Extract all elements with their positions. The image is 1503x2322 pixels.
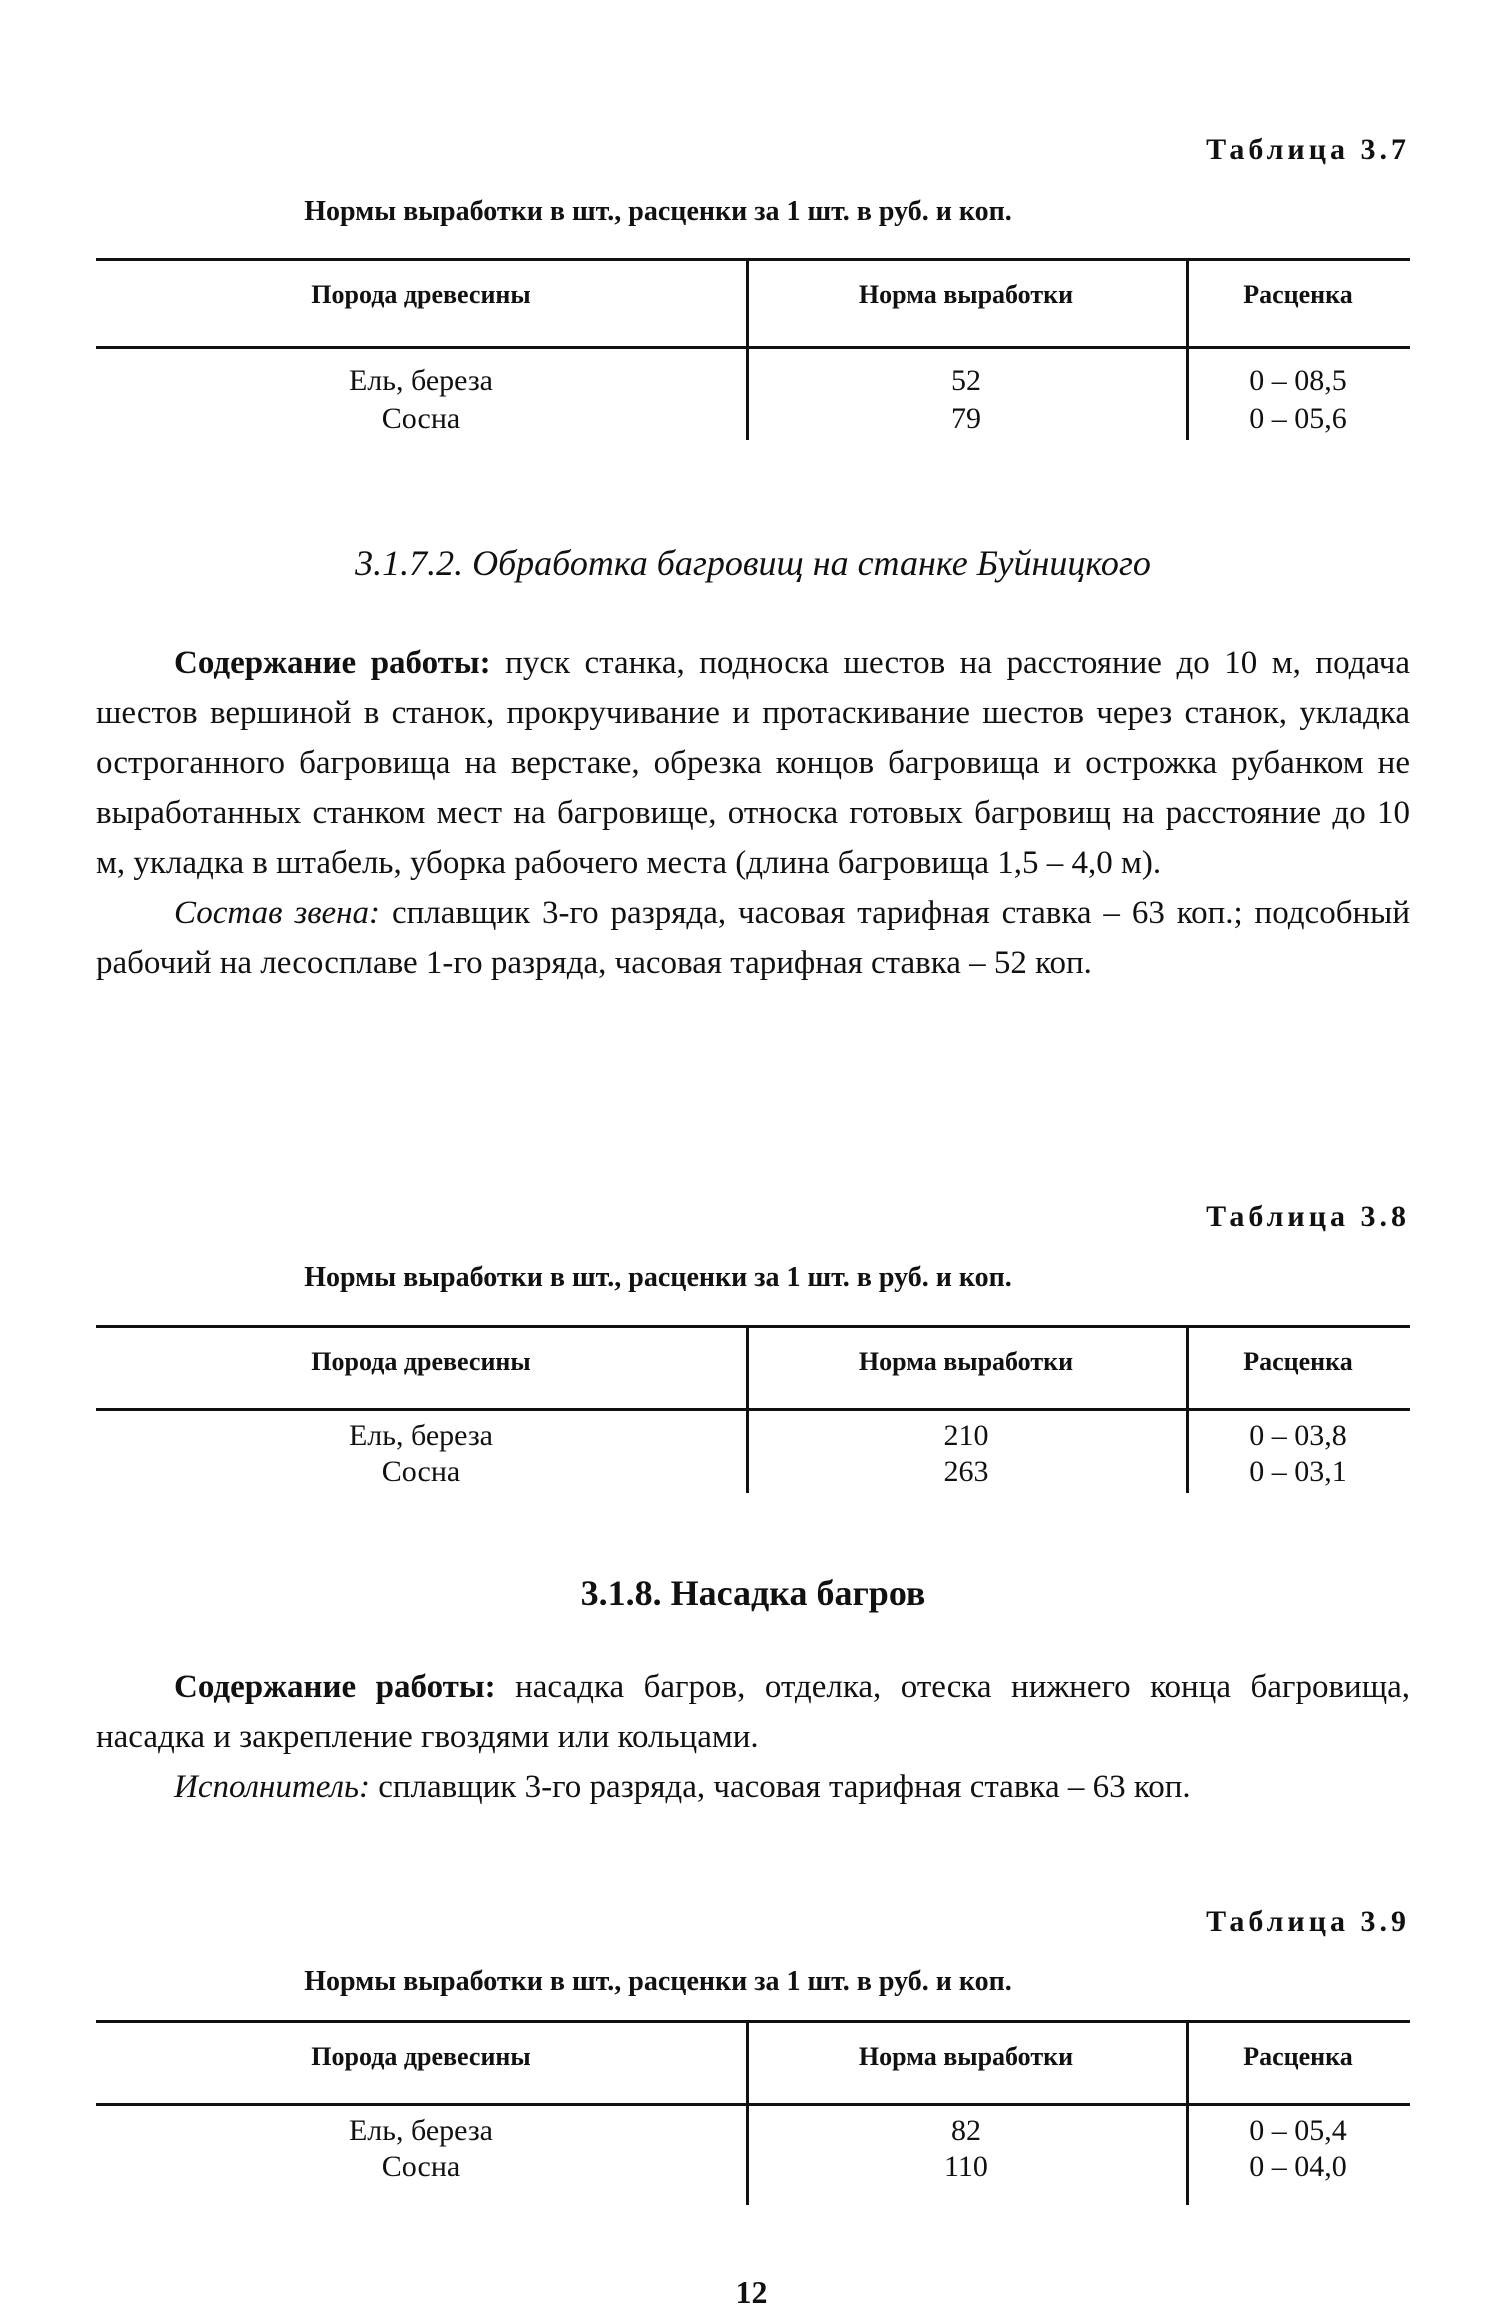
column-header: Норма выработки [858, 1347, 1074, 1376]
crew-text: сплавщик 3-го разряда, часовая тарифная ставка – 63 коп.; подсобный рабочий на лесосплаве 1-го разряда, часовая тарифная ставка – 52 коп. [96, 895, 1410, 981]
content-label: Содержание работы: [174, 1669, 496, 1705]
table-cell: 110 [944, 2150, 988, 2183]
column-header: Расценка [1243, 1347, 1353, 1376]
table-cell: 210 [943, 1419, 989, 1452]
table-cell: 82 [951, 2114, 981, 2147]
table-cell: 0 – 03,1 [1249, 1455, 1347, 1488]
section-heading: 3.1.8. Насадка багров [580, 1573, 926, 1613]
table-cell: Сосна [381, 2150, 461, 2183]
performer-label: Исполнитель: [174, 1769, 370, 1805]
column-header: Порода древесины [311, 2042, 531, 2071]
table-cell: Ель, береза [348, 364, 493, 397]
table-caption: Таблица 3.9 [1206, 1905, 1410, 1938]
column-header: Расценка [1243, 280, 1353, 309]
table-cell: 0 – 04,0 [1249, 2150, 1347, 2183]
table-cell: 0 – 08,5 [1249, 364, 1347, 397]
table-cell: Ель, береза [348, 1419, 493, 1452]
content-label: Содержание работы: [174, 645, 491, 681]
column-header: Порода древесины [311, 280, 531, 309]
column-header: Порода древесины [311, 1347, 531, 1376]
table-cell: Сосна [381, 1455, 461, 1488]
table-caption: Таблица 3.7 [1206, 133, 1410, 166]
column-header: Норма выработки [858, 2042, 1074, 2071]
table-3-7 [96, 258, 1410, 448]
table-cell: Сосна [381, 402, 461, 435]
table-title: Нормы выработки в шт., расценки за 1 шт. в руб. и коп. [304, 196, 1012, 227]
table-3-8 [96, 1325, 1410, 1515]
table-3-9 [96, 2020, 1410, 2210]
table-cell: 79 [951, 402, 981, 435]
section-body [96, 638, 1410, 988]
table-cell: 263 [943, 1455, 989, 1488]
page-number: 12 [735, 2274, 768, 2310]
section-heading: 3.1.7.2. Обработка багровищ на станке Буйницкого [355, 543, 1151, 583]
table-cell: 0 – 05,6 [1249, 402, 1347, 435]
content-text: насадка багров, отделка, отеска нижнего конца багровища, насадка и закрепление гвоздями или кольцами. [96, 1669, 1411, 1755]
table-cell: 0 – 05,4 [1249, 2114, 1347, 2147]
table-title: Нормы выработки в шт., расценки за 1 шт. в руб. и коп. [304, 1262, 1012, 1293]
section-body [96, 1662, 1410, 1812]
table-caption: Таблица 3.8 [1206, 1200, 1410, 1233]
table-cell: 52 [951, 364, 981, 397]
performer-text: сплавщик 3-го разряда, часовая тарифная ставка – 63 коп. [369, 1769, 1191, 1805]
column-header: Расценка [1243, 2042, 1353, 2071]
table-cell: Ель, береза [348, 2114, 493, 2147]
table-cell: 0 – 03,8 [1249, 1419, 1347, 1452]
content-text: пуск станка, подноска шестов на расстояние до 10 м, подача шестов вершиной в станок, прокручивание и протаскивание шестов через станок, укладка остроганного багровища на верстаке, обрезка концов багровища и острожка рубанком не выработанных станком мест на багровище, относка готовых багровищ на расстояние до 10 м, укладка в штабель, уборка рабочего места (длина багровища 1,5 – 4,0 м). [96, 645, 1410, 881]
crew-label: Состав звена: [174, 895, 381, 931]
column-header: Норма выработки [858, 280, 1074, 309]
table-title: Нормы выработки в шт., расценки за 1 шт. в руб. и коп. [304, 1966, 1012, 1997]
